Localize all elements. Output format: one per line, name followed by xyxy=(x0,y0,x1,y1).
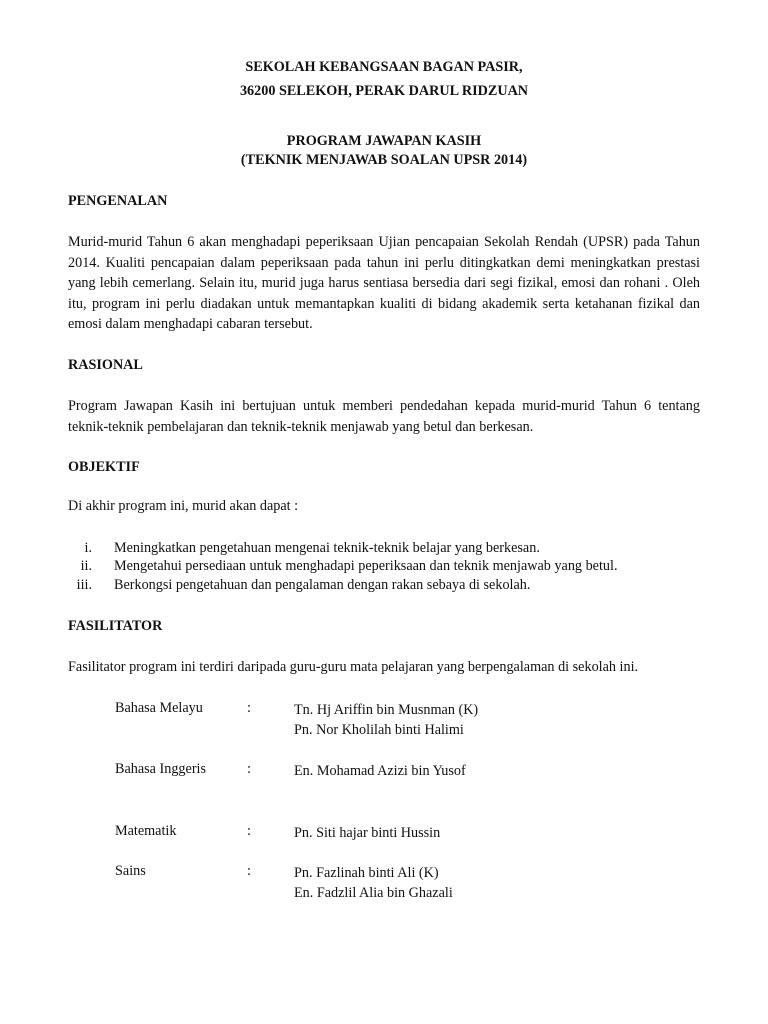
objektif-item xyxy=(68,540,540,557)
list-number: ii. xyxy=(80,558,92,574)
facilitator-name: Tn. Hj Ariffin bin Musnman (K) xyxy=(294,702,479,718)
rasional-paragraph: Program Jawapan Kasih ini bertujuan untuk memberi pendedahan kepada murid-murid Tahun 6 tentang teknik-teknik pembelajaran dan teknik-teknik menjawab yang betul dan berkesan. xyxy=(68,398,700,435)
separator-colon: : xyxy=(247,863,251,879)
objektif-item xyxy=(68,577,531,594)
list-number: i. xyxy=(84,540,92,556)
subject-label: Bahasa Melayu xyxy=(115,700,203,716)
separator-colon: : xyxy=(247,761,251,777)
facilitator-name: En. Fadzlil Alia bin Ghazali xyxy=(294,885,453,901)
list-text: Berkongsi pengetahuan dan pengalaman dengan rakan sebaya di sekolah. xyxy=(114,577,531,593)
facilitator-names xyxy=(294,700,478,740)
pengenalan-paragraph: Murid-murid Tahun 6 akan menghadapi peperiksaan Ujian pencapaian Sekolah Rendah (UPSR) pada Tahun 2014. Kualiti pencapaian dalam peperiksaan pada tahun ini perlu ditingkatkan demi meningkatkan prestasi yang lebih cemerlang. Selain itu, murid juga harus sentiasa bersedia dari segi fizikal, emosi dan rohani . Oleh itu, program ini perlu diadakan untuk memantapkan kualiti di bidang akademik serta ketahanan fizikal dan emosi dalam menghadapi cabaran tersebut. xyxy=(68,234,700,333)
pengenalan-heading: PENGENALAN xyxy=(68,193,168,209)
facilitator-names xyxy=(294,863,453,903)
objektif-intro: Di akhir program ini, murid akan dapat : xyxy=(68,498,299,514)
school-name: SEKOLAH KEBANGSAAN BAGAN PASIR, xyxy=(245,59,523,75)
list-number: iii. xyxy=(76,577,92,593)
program-subtitle: (TEKNIK MENJAWAB SOALAN UPSR 2014) xyxy=(240,152,528,168)
facilitator-name: Pn. Siti hajar binti Hussin xyxy=(294,825,441,841)
list-text: Mengetahui persediaan untuk menghadapi peperiksaan dan teknik menjawab yang betul. xyxy=(114,558,618,574)
objektif-item xyxy=(68,558,618,575)
facilitator-name: Pn. Nor Kholilah binti Halimi xyxy=(294,722,464,738)
list-text: Meningkatkan pengetahuan mengenai teknik-teknik belajar yang berkesan. xyxy=(114,540,540,556)
school-address: 36200 SELEKOH, PERAK DARUL RIDZUAN xyxy=(239,83,529,99)
subject-label: Bahasa Inggeris xyxy=(115,761,207,777)
rasional-heading: RASIONAL xyxy=(68,357,143,373)
objektif-heading: OBJEKTIF xyxy=(68,459,140,475)
fasilitator-heading: FASILITATOR xyxy=(68,618,163,634)
fasilitator-intro: Fasilitator program ini terdiri daripada guru-guru mata pelajaran yang berpengalaman di sekolah ini. xyxy=(68,659,639,675)
program-title: PROGRAM JAWAPAN KASIH xyxy=(286,133,482,149)
separator-colon: : xyxy=(247,700,251,716)
facilitator-names xyxy=(294,823,440,843)
subject-label: Matematik xyxy=(115,823,177,839)
separator-colon: : xyxy=(247,823,251,839)
facilitator-name: Pn. Fazlinah binti Ali (K) xyxy=(294,865,439,881)
subject-label: Sains xyxy=(115,863,146,879)
facilitator-name: En. Mohamad Azizi bin Yusof xyxy=(294,763,466,779)
facilitator-names xyxy=(294,761,466,781)
